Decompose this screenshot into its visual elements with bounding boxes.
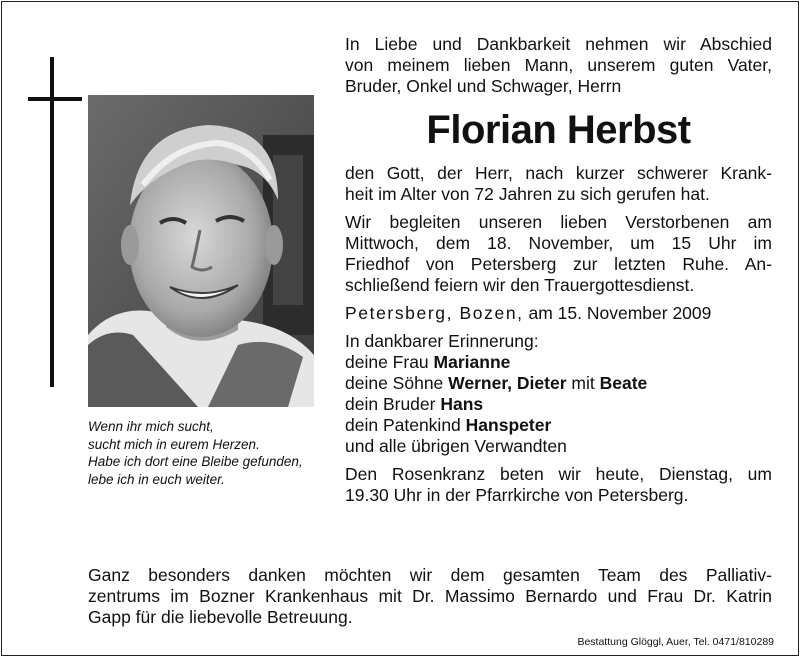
funeral-home-credit: Bestattung Glöggl, Auer, Tel. 0471/810289 bbox=[577, 636, 774, 648]
announcement-text bbox=[345, 34, 772, 506]
poem-line: Habe ich dort eine Bleibe gefunden, bbox=[88, 454, 303, 469]
funeral-line: Friedhof von Petersberg zur letzten Ruhe. An- bbox=[345, 254, 772, 274]
intro-line: Bruder, Onkel und Schwager, Herrn bbox=[345, 76, 622, 96]
remembrance-intro: In dankbarer Erinnerung: bbox=[345, 331, 539, 351]
deceased-name: Florian Herbst bbox=[426, 108, 691, 152]
place-names: Petersberg, Bozen, bbox=[345, 303, 524, 323]
mourner-others: und alle übrigen Verwandten bbox=[345, 436, 567, 456]
poem-line: sucht mich in eurem Herzen. bbox=[88, 436, 260, 452]
thanks-paragraph bbox=[88, 565, 772, 628]
place-date bbox=[345, 303, 772, 324]
obituary-notice bbox=[1, 1, 799, 656]
passing-line: heit im Alter von 72 Jahren zu sich gerufen hat. bbox=[345, 184, 710, 204]
thanks-line: Ganz besonders danken möchten wir dem gesamten Team des Palliativ- bbox=[88, 565, 772, 585]
thanks-line: Gapp für die liebevolle Betreuung. bbox=[88, 607, 353, 627]
mourner-brother: dein Bruder Hans bbox=[345, 394, 484, 414]
cross-icon-horizontal bbox=[28, 97, 82, 101]
funeral-line: schließend feiern wir den Trauergottesdienst. bbox=[345, 275, 695, 295]
passing-paragraph bbox=[345, 163, 772, 205]
mourner-sons: deine Söhne Werner, Dieter mit Beate bbox=[345, 373, 648, 393]
passing-line: den Gott, der Herr, nach kurzer schwerer Krank- bbox=[345, 163, 772, 183]
rosary-line: Den Rosenkranz beten wir heute, Dienstag, um bbox=[345, 464, 772, 484]
mourner-godchild: dein Patenkind Hanspeter bbox=[345, 415, 552, 435]
cross-icon-vertical bbox=[50, 57, 54, 387]
intro-line: von meinem lieben Mann, unserem guten Vater, bbox=[345, 55, 772, 75]
thanks-line: zentrums im Bozner Krankenhaus mit Dr. Massimo Bernardo und Frau Dr. Katrin bbox=[88, 586, 772, 606]
mourners-list bbox=[345, 331, 772, 457]
funeral-paragraph bbox=[345, 212, 772, 296]
portrait-photo bbox=[88, 95, 314, 407]
funeral-line: Mittwoch, dem 18. November, um 15 Uhr im bbox=[345, 233, 772, 253]
poem-line: Wenn ihr mich sucht, bbox=[88, 419, 214, 434]
mourner-wife: deine Frau Marianne bbox=[345, 352, 511, 372]
rosary-line: 19.30 Uhr in der Pfarrkirche von Petersberg. bbox=[345, 485, 689, 505]
memorial-poem bbox=[88, 418, 338, 488]
notice-date: am 15. November 2009 bbox=[528, 303, 712, 323]
rosary-paragraph bbox=[345, 464, 772, 506]
poem-line: lebe ich in euch weiter. bbox=[88, 471, 225, 487]
funeral-line: Wir begleiten unseren lieben Verstorbenen am bbox=[345, 212, 772, 232]
intro-line: In Liebe und Dankbarkeit nehmen wir Abschied bbox=[345, 34, 772, 54]
portrait-illustration bbox=[88, 95, 314, 407]
intro-paragraph bbox=[345, 34, 772, 97]
